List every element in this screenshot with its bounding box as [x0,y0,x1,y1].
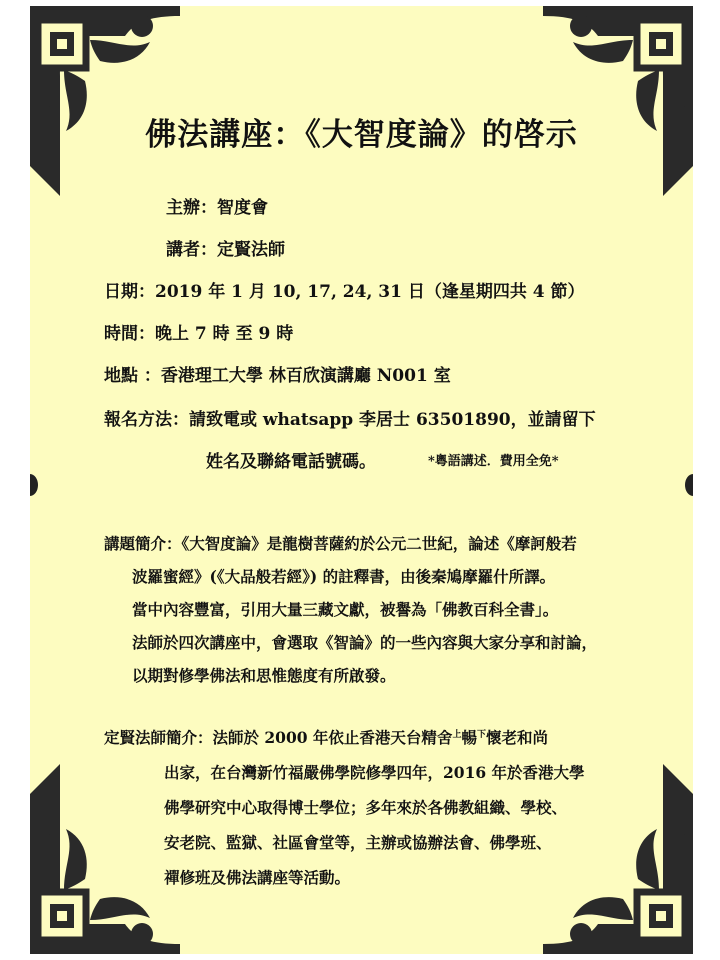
speaker-intro-line-3: 佛學研究中心取得博士學位；多年來於各佛教組織、學校、 [164,798,568,817]
speaker: 講者：定賢法師 [166,240,285,260]
event-time: 時間：晚上 7 時 至 9 時 [104,324,294,344]
registration-line-1: 報名方法：請致電或 whatsapp 李居士 63501890，並請留下 [104,410,596,430]
topic-intro-line-2: 波羅蜜經》(《大品般若經》) 的註釋書，由後秦鳩摩羅什所譯。 [132,567,556,586]
registration-line-2: 姓名及聯絡電話號碼。 [206,452,376,472]
speaker-intro-lead: 定賢法師簡介：法師於 2000 年依止香港天台精舍 [104,728,453,747]
topic-intro-line-1: 講題簡介：《大智度論》是龍樹菩薩約於公元二世紀，論述《摩訶般若 [104,534,577,553]
honorific-up: 上 [452,729,462,740]
speaker-intro-tail: 懷老和尚 [485,728,548,747]
master-name: 暢 [461,728,477,747]
corner-ornament-top-right [543,6,693,206]
honorific-down: 下 [476,729,486,740]
speaker-intro-line-2: 出家，在台灣新竹福嚴佛學院修學四年，2016 年於香港大學 [164,763,585,782]
corner-ornament-top-left [30,6,180,206]
speaker-intro-line-5: 禪修班及佛法講座等活動。 [164,868,351,887]
speaker-intro-line-4: 安老院、監獄、社區會堂等，主辦或協辦法會、佛學班、 [164,833,552,852]
topic-intro-line-4: 法師於四次講座中，會選取《智論》的一些內容與大家分享和討論， [132,633,598,652]
fee-note: *粵語講述．費用全免* [428,454,559,469]
organizer: 主辦：智度會 [166,198,268,218]
event-date: 日期：2019 年 1 月 10, 17, 24, 31 日（逢星期四共 4 節） [104,282,585,302]
side-ornament-right [685,474,693,496]
speaker-intro-line-1 [104,726,548,748]
event-venue: 地點 ：香港理工大學 林百欣演講廳 N001 室 [104,366,451,386]
corner-ornament-bottom-right [543,754,693,954]
topic-intro-line-5: 以期對修學佛法和思惟態度有所啟發。 [132,666,396,685]
poster-title: 佛法講座：《大智度論》的啓示 [145,117,578,153]
corner-ornament-bottom-left [30,754,180,954]
poster [30,6,693,954]
side-ornament-left [30,474,38,496]
topic-intro-line-3: 當中內容豐富，引用大量三藏文獻，被譽為「佛教百科全書」。 [132,600,559,619]
